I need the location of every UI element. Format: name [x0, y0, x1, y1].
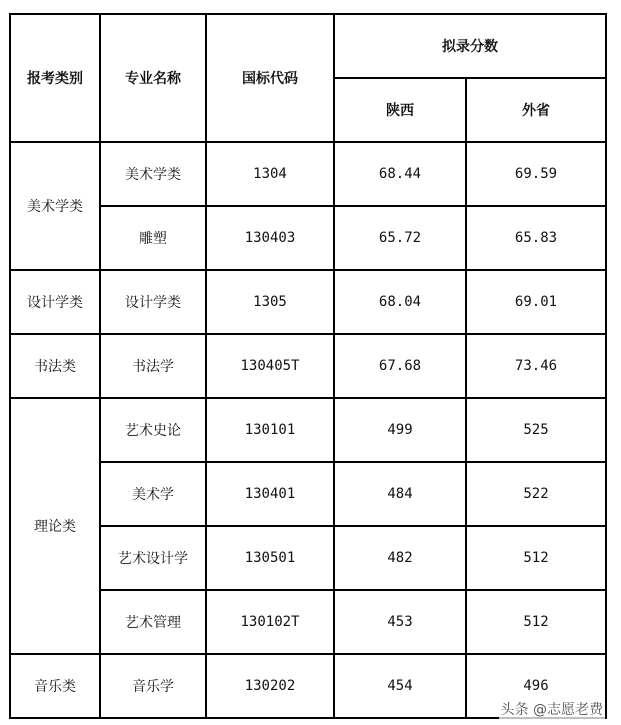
shaanxi-score-cell: 68.44 [334, 142, 466, 206]
header-major: 专业名称 [100, 14, 206, 142]
category-cell: 美术学类 [10, 142, 100, 270]
shaanxi-score-cell: 454 [334, 654, 466, 718]
other-score-cell: 65.83 [466, 206, 606, 270]
code-cell: 1304 [206, 142, 334, 206]
header-shaanxi: 陕西 [334, 78, 466, 142]
code-cell: 130101 [206, 398, 334, 462]
table-row [10, 206, 606, 270]
major-cell: 书法学 [100, 334, 206, 398]
header-other-province: 外省 [466, 78, 606, 142]
major-cell: 美术学 [100, 462, 206, 526]
category-cell: 音乐类 [10, 654, 100, 718]
category-cell: 书法类 [10, 334, 100, 398]
category-cell: 理论类 [10, 398, 100, 654]
major-cell: 美术学类 [100, 142, 206, 206]
major-cell: 雕塑 [100, 206, 206, 270]
other-score-cell: 69.01 [466, 270, 606, 334]
table-row [10, 590, 606, 654]
category-cell: 设计学类 [10, 270, 100, 334]
table-row [10, 270, 606, 334]
code-cell: 1305 [206, 270, 334, 334]
other-score-cell: 512 [466, 590, 606, 654]
code-cell: 130405T [206, 334, 334, 398]
code-cell: 130202 [206, 654, 334, 718]
header-code: 国标代码 [206, 14, 334, 142]
shaanxi-score-cell: 67.68 [334, 334, 466, 398]
admission-score-table [9, 13, 607, 719]
shaanxi-score-cell: 65.72 [334, 206, 466, 270]
major-cell: 设计学类 [100, 270, 206, 334]
shaanxi-score-cell: 453 [334, 590, 466, 654]
other-score-cell: 522 [466, 462, 606, 526]
table-row [10, 142, 606, 206]
major-cell: 艺术史论 [100, 398, 206, 462]
shaanxi-score-cell: 499 [334, 398, 466, 462]
major-cell: 音乐学 [100, 654, 206, 718]
code-cell: 130102T [206, 590, 334, 654]
other-score-cell: 512 [466, 526, 606, 590]
shaanxi-score-cell: 484 [334, 462, 466, 526]
table-row [10, 398, 606, 462]
other-score-cell: 496 [466, 654, 606, 718]
table-row [10, 526, 606, 590]
major-cell: 艺术管理 [100, 590, 206, 654]
header-score-group: 拟录分数 [334, 14, 606, 78]
other-score-cell: 73.46 [466, 334, 606, 398]
shaanxi-score-cell: 482 [334, 526, 466, 590]
code-cell: 130401 [206, 462, 334, 526]
code-cell: 130403 [206, 206, 334, 270]
major-cell: 艺术设计学 [100, 526, 206, 590]
other-score-cell: 69.59 [466, 142, 606, 206]
shaanxi-score-cell: 68.04 [334, 270, 466, 334]
code-cell: 130501 [206, 526, 334, 590]
table-row [10, 334, 606, 398]
header-category: 报考类别 [10, 14, 100, 142]
watermark-text: 头条 @志愿老费 [499, 699, 605, 719]
table-row [10, 462, 606, 526]
other-score-cell: 525 [466, 398, 606, 462]
